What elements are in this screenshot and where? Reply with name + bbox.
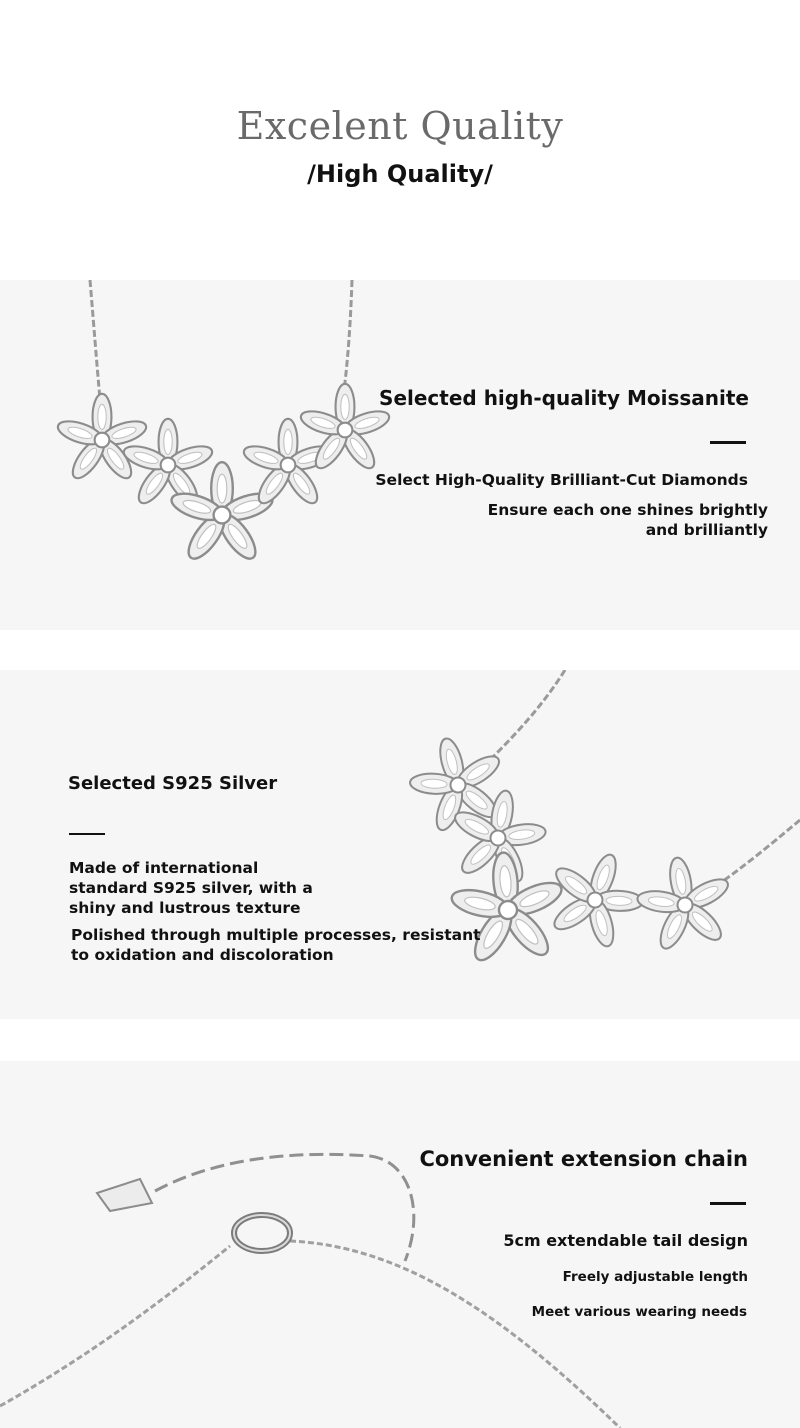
silver-para-1-line-1: Made of international xyxy=(69,859,259,877)
extension-line-2: Freely adjustable length xyxy=(562,1269,748,1285)
moissanite-section xyxy=(0,280,800,630)
flower-necklace-icon xyxy=(40,280,440,630)
moissanite-heading: Selected high-quality Moissanite xyxy=(379,386,749,410)
silver-para-1-line-3: shiny and lustrous texture xyxy=(69,899,301,917)
moissanite-line-2a: Ensure each one shines brightly xyxy=(487,501,768,519)
heading-divider xyxy=(710,1202,746,1205)
extension-section xyxy=(0,1061,800,1428)
page-subtitle: /High Quality/ xyxy=(307,160,493,188)
heading-divider xyxy=(710,441,746,444)
silver-heading: Selected S925 Silver xyxy=(68,773,278,794)
extension-heading: Convenient extension chain xyxy=(419,1147,748,1171)
extension-line-1: 5cm extendable tail design xyxy=(503,1231,748,1250)
silver-section xyxy=(0,670,800,1019)
page-title: Excelent Quality xyxy=(236,104,564,148)
moissanite-line-2b: and brilliantly xyxy=(645,521,768,539)
heading-divider xyxy=(69,833,105,835)
extension-line-3: Meet various wearing needs xyxy=(531,1304,747,1320)
moissanite-line-1: Select High-Quality Brilliant-Cut Diamonds xyxy=(375,471,748,489)
silver-para-2-line-2: to oxidation and discoloration xyxy=(71,946,334,964)
silver-para-2-line-1: Polished through multiple processes, resistant xyxy=(71,926,481,944)
header xyxy=(0,0,800,280)
flower-necklace-angled-icon xyxy=(400,670,800,1019)
silver-para-1-line-2: standard S925 silver, with a xyxy=(69,879,313,897)
